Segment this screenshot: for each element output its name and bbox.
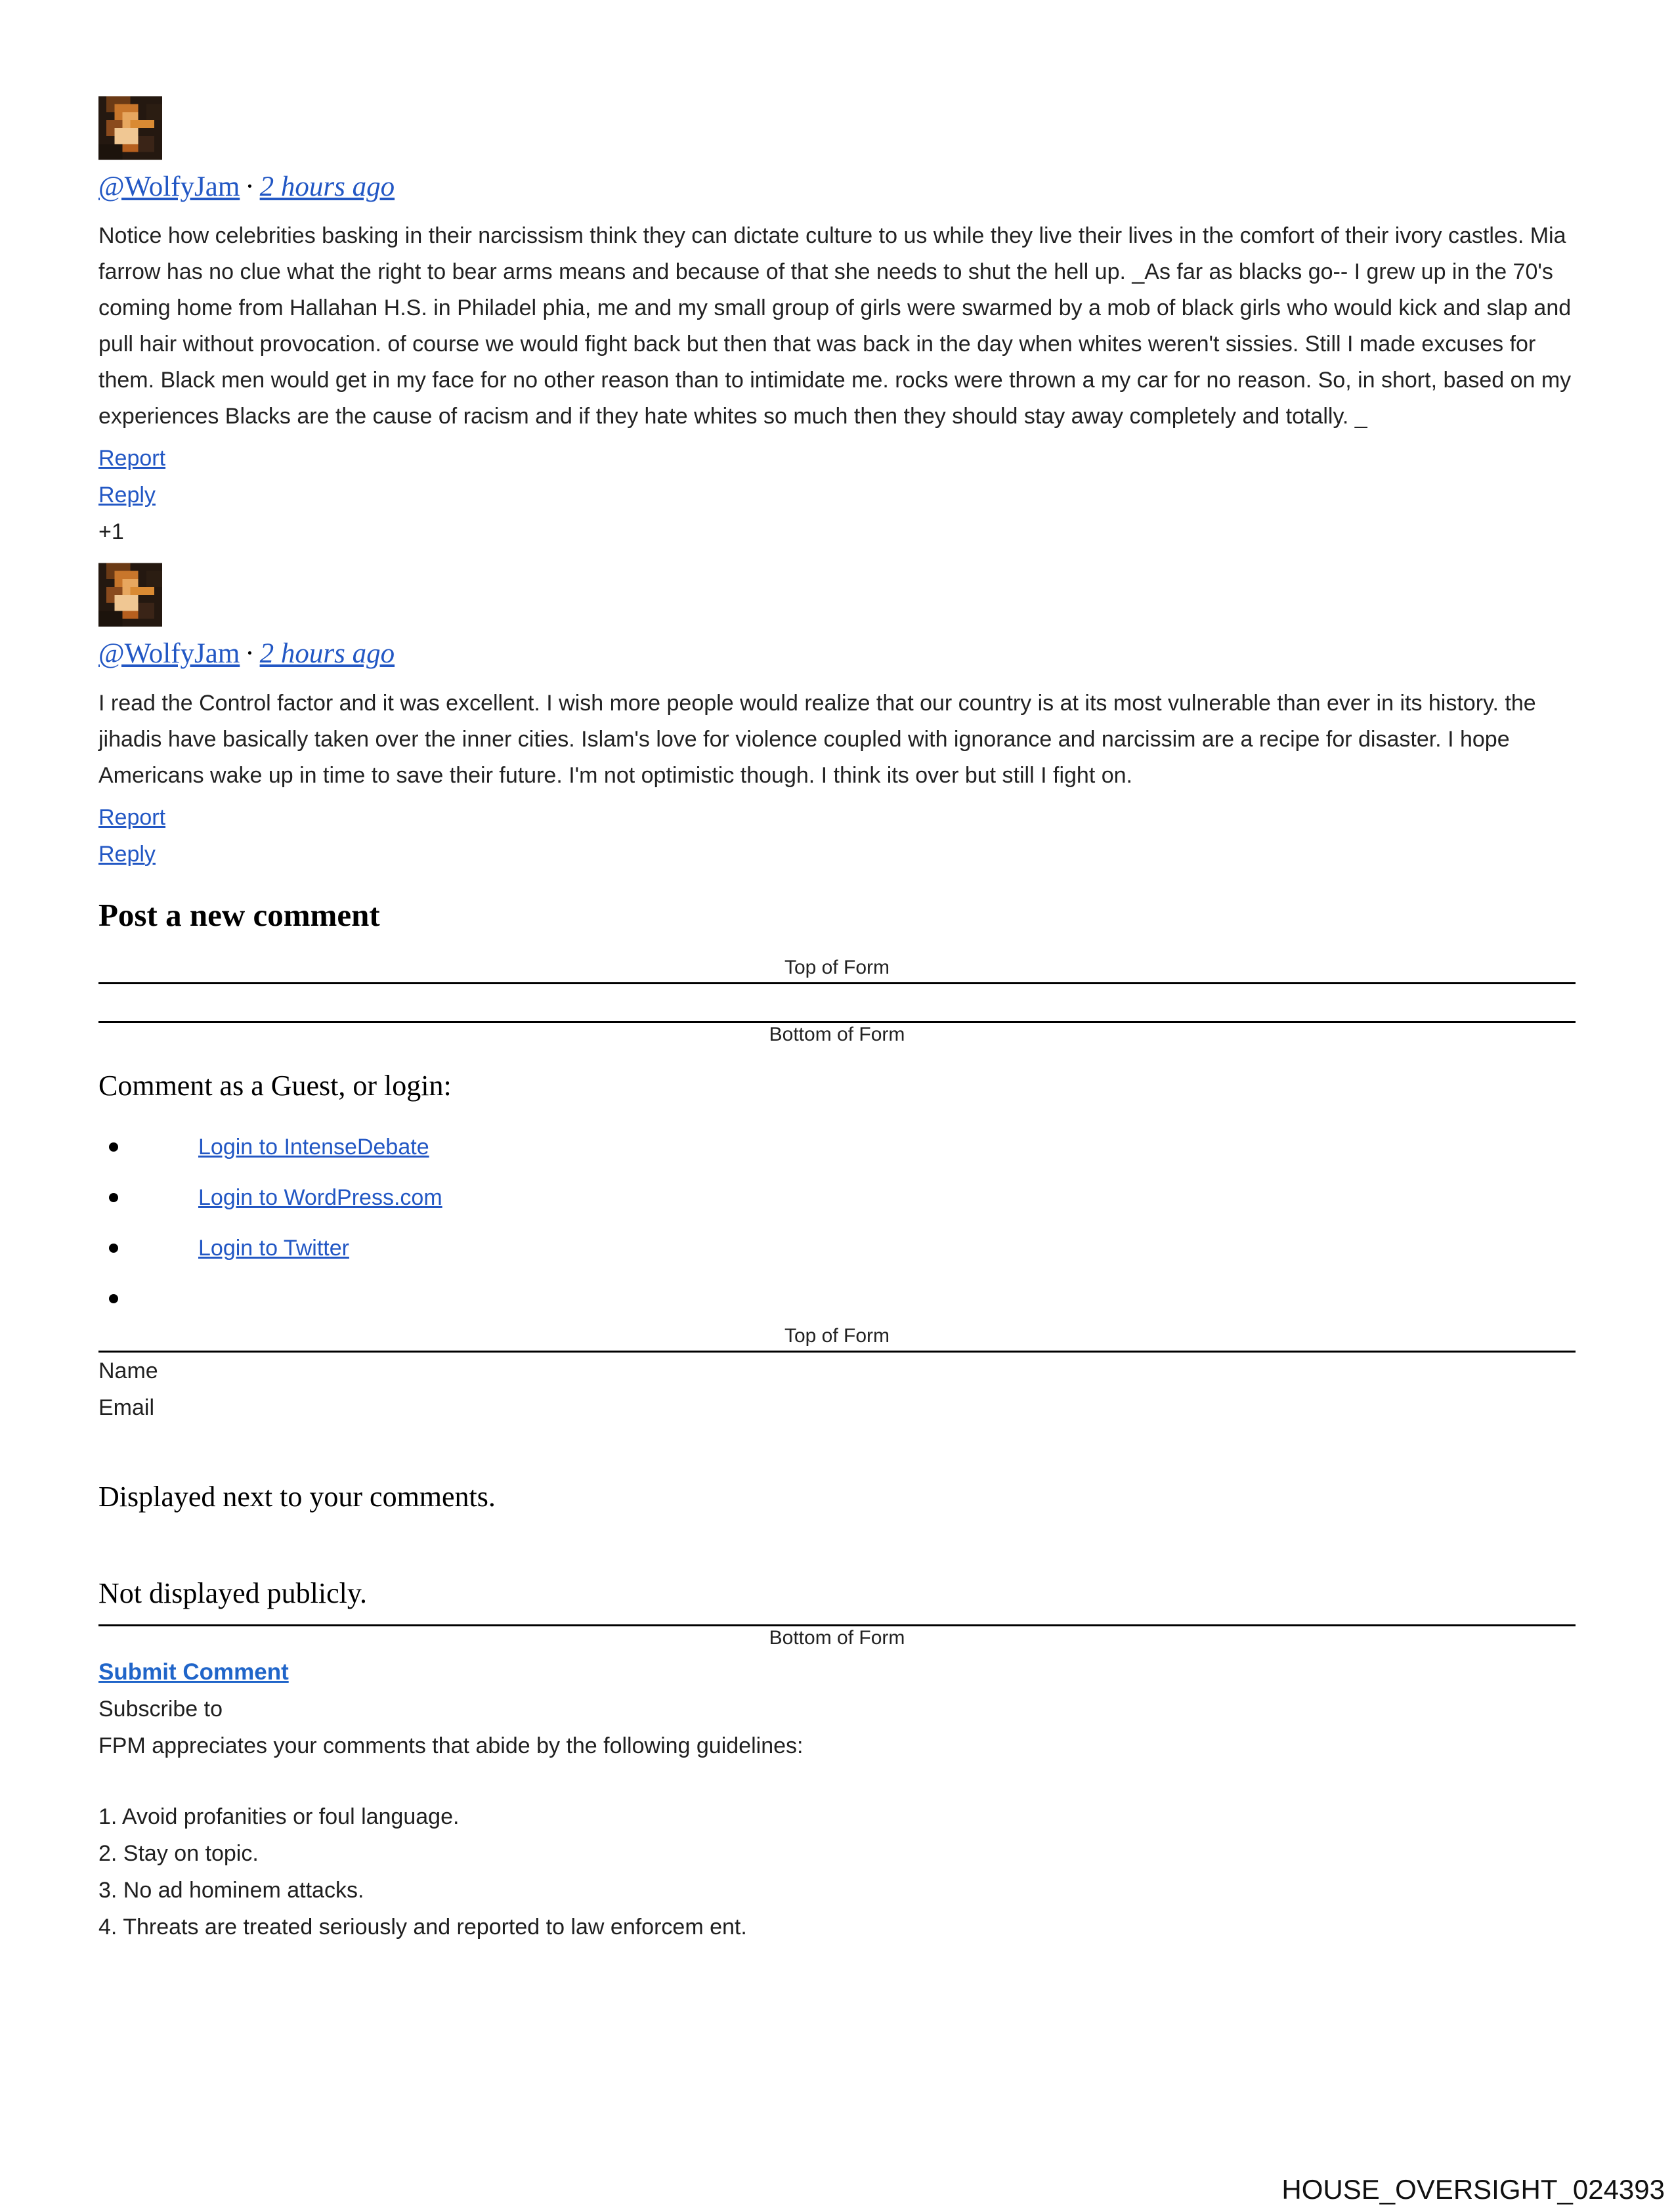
bottom-of-form-label: Bottom of Form <box>769 1023 905 1045</box>
reply-link[interactable]: Reply <box>98 841 156 867</box>
login-option <box>98 1223 1576 1274</box>
comment-byline <box>98 171 1576 202</box>
bullet-icon <box>109 1193 118 1202</box>
bullet-icon <box>109 1294 118 1303</box>
top-of-form-label: Top of Form <box>784 956 890 978</box>
comment-item <box>98 562 1576 872</box>
comment-timestamp-link[interactable]: 2 hours ago <box>259 171 395 202</box>
comment-actions <box>98 799 1576 836</box>
email-field-label[interactable]: Email <box>98 1395 155 1420</box>
guidelines-intro: FPM appreciates your comments that abide by the following guidelines: <box>98 1733 804 1758</box>
login-option <box>98 1173 1576 1223</box>
reply-link[interactable]: Reply <box>98 483 156 508</box>
comment-timestamp-link[interactable]: 2 hours ago <box>259 638 395 670</box>
vote-count: +1 <box>98 519 124 545</box>
bullet-icon <box>109 1244 118 1253</box>
comment-body-text: I read the Control factor and it was excellent. I wish more people would realize that our country is at its most vulnerable than ever in its history. the jihadis have basically taken over the inner cities. Islam's love for violence coupled with ignorance and narcissim are a recipe for disaster. I hope Americans wake up in time to save their future. I'm not optimistic though. I think its over but still I fight on. <box>98 690 1536 788</box>
comment-byline <box>98 638 1576 669</box>
guideline-item: 1. Avoid profanities or foul language. <box>98 1804 460 1829</box>
user-avatar <box>98 95 162 161</box>
top-of-form-label: Top of Form <box>784 1324 890 1347</box>
subscribe-label[interactable]: Subscribe to <box>98 1696 223 1722</box>
comment-actions <box>98 440 1576 477</box>
comment-author-link[interactable]: @WolfyJam <box>98 171 240 202</box>
bottom-of-form-label: Bottom of Form <box>769 1626 905 1649</box>
name-hint-text: Displayed next to your comments. <box>98 1480 496 1513</box>
comment-body-text: Notice how celebrities basking in their narcissism think they can dictate culture to us while they live their lives in the comfort of their ivory castles. Mia farrow has no clue what the right to bear arms means and because of that she needs to shut the hell up. _As far as blacks go-- I grew up in the 70's coming home from Hallahan H.S. in Philadel phia, me and my small group of girls were swarmed by a mob of black girls who would kick and slap and pull hair without provocation. of course we would fight back but then that was back in the day when whites weren't sissies. Still I made excuses for them. Black men would get in my face for no other reason than to intimidate me. rocks were thrown a my car for no reason. So, in short, based on my experiences Blacks are the cause of racism and if they hate whites so much then they should stay away completely and totally. _ <box>98 223 1572 429</box>
comment-actions <box>98 836 1576 873</box>
submit-comment-button[interactable]: Submit Comment <box>98 1659 289 1685</box>
guideline-item: 4. Threats are treated seriously and reported to law enforcem ent. <box>98 1914 747 1940</box>
name-field-label[interactable]: Name <box>98 1358 158 1383</box>
login-option <box>98 1122 1576 1173</box>
guest-login-prompt: Comment as a Guest, or login: <box>98 1069 452 1102</box>
post-comment-heading: Post a new comment <box>98 896 380 933</box>
form-spacer <box>98 984 1576 1018</box>
report-link[interactable]: Report <box>98 446 166 471</box>
login-twitter-link[interactable]: Login to Twitter <box>198 1235 349 1261</box>
spacer <box>98 1764 1576 1798</box>
guideline-item: 2. Stay on topic. <box>98 1840 259 1866</box>
guideline-item: 3. No ad hominem attacks. <box>98 1877 364 1903</box>
bates-number: HOUSE_OVERSIGHT_024393 <box>1281 2174 1665 2205</box>
comment-item <box>98 95 1576 550</box>
comment-actions <box>98 477 1576 513</box>
byline-separator: · <box>245 171 255 202</box>
comment-author-link[interactable]: @WolfyJam <box>98 638 240 670</box>
login-intensedebate-link[interactable]: Login to IntenseDebate <box>198 1134 429 1160</box>
email-hint-text: Not displayed publicly. <box>98 1576 367 1609</box>
bullet-icon <box>109 1142 118 1152</box>
byline-separator: · <box>245 638 255 670</box>
login-option-empty <box>98 1274 1576 1324</box>
user-avatar <box>98 562 162 628</box>
login-wordpress-link[interactable]: Login to WordPress.com <box>198 1184 442 1210</box>
report-link[interactable]: Report <box>98 804 166 830</box>
